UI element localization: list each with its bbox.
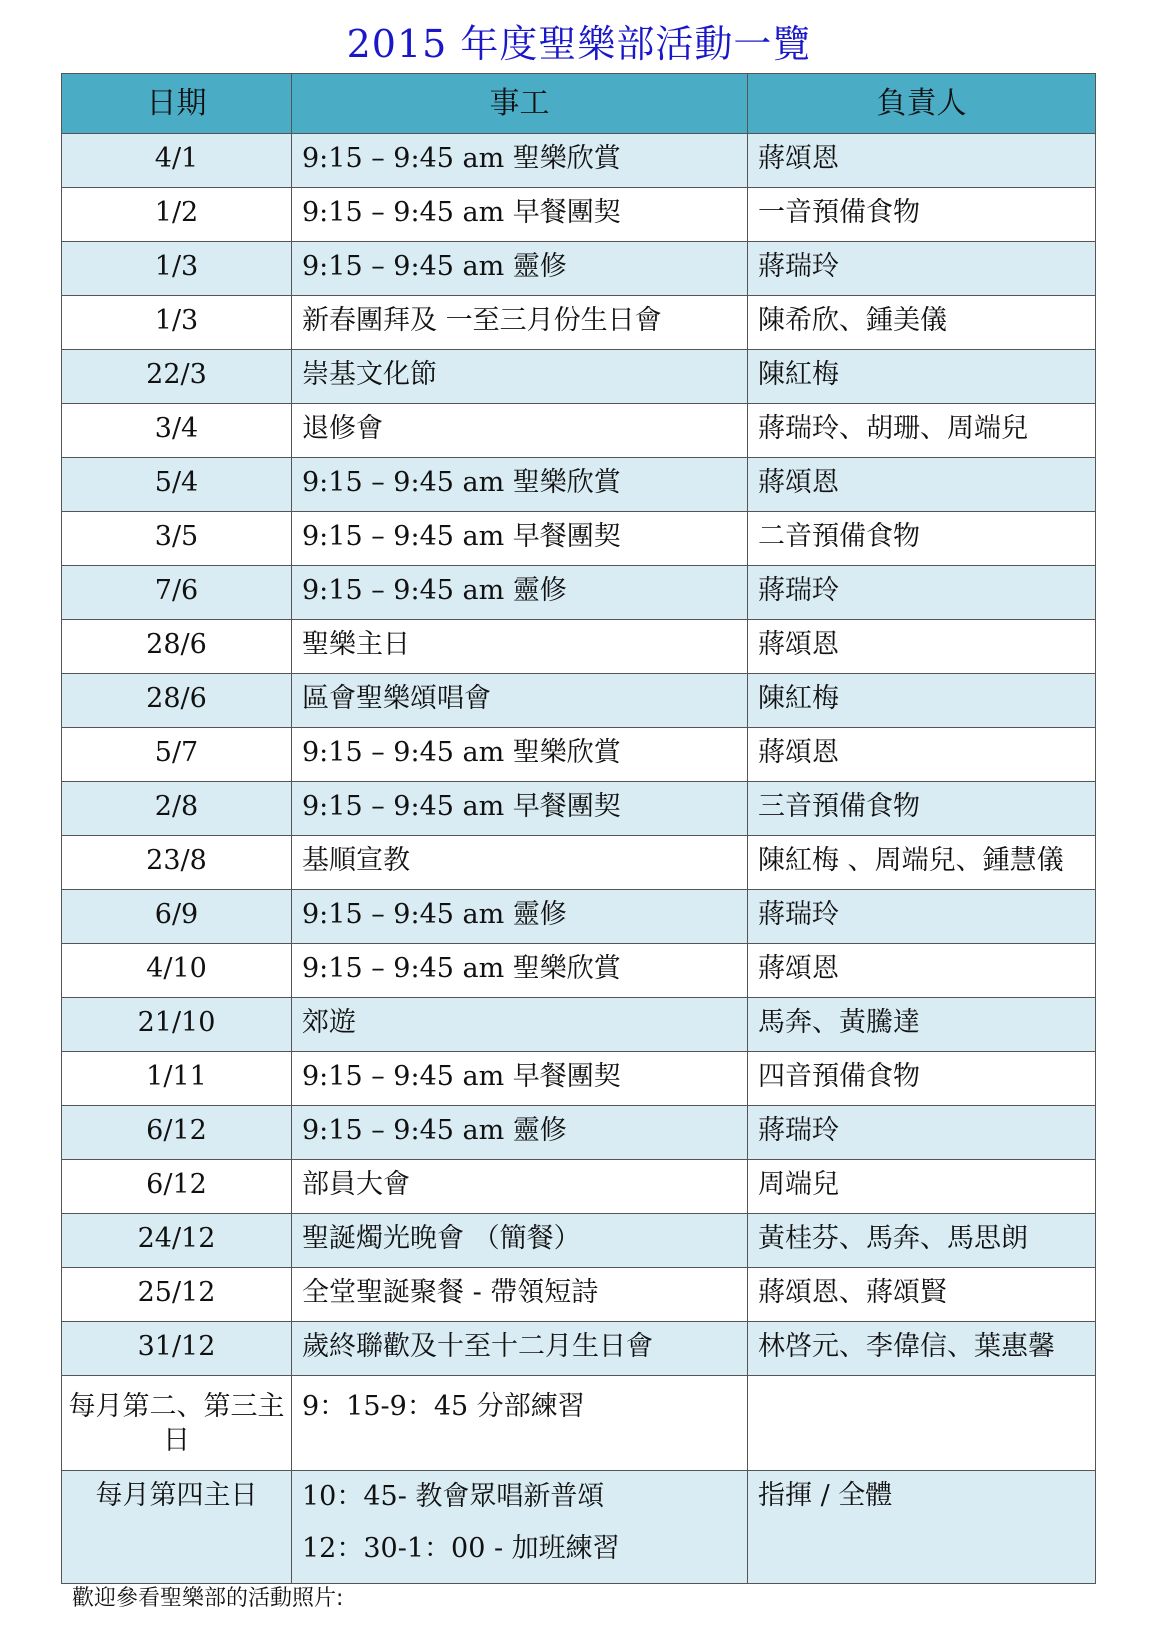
cell-owner: 陳紅梅 bbox=[748, 674, 1096, 728]
cell-task: 9:15 – 9:45 am 早餐團契 bbox=[292, 782, 748, 836]
table-row-recurring bbox=[62, 1376, 1096, 1471]
cell-owner: 二音預備食物 bbox=[748, 512, 1096, 566]
cell-owner: 陳紅梅 、周端兒、鍾慧儀 bbox=[748, 836, 1096, 890]
table-row bbox=[62, 782, 1096, 836]
table-row bbox=[62, 1268, 1096, 1322]
cell-date: 1/2 bbox=[62, 188, 292, 242]
cell-owner: 蔣瑞玲 bbox=[748, 242, 1096, 296]
cell-task: 9:15 – 9:45 am 聖樂欣賞 bbox=[292, 944, 748, 998]
cell-task: 9:15 – 9:45 am 聖樂欣賞 bbox=[292, 458, 748, 512]
cell-task: 聖誕燭光晚會 （簡餐） bbox=[292, 1214, 748, 1268]
table-row bbox=[62, 728, 1096, 782]
cell-owner: 蔣頌恩、蔣頌賢 bbox=[748, 1268, 1096, 1322]
cell-date: 22/3 bbox=[62, 350, 292, 404]
cell-owner: 黃桂芬、馬奔、馬思朗 bbox=[748, 1214, 1096, 1268]
cell-date: 5/7 bbox=[62, 728, 292, 782]
cell-date: 23/8 bbox=[62, 836, 292, 890]
cell-owner: 陳希欣、鍾美儀 bbox=[748, 296, 1096, 350]
table-row bbox=[62, 998, 1096, 1052]
cell-task: 9:15 – 9:45 am 聖樂欣賞 bbox=[292, 728, 748, 782]
table-row bbox=[62, 512, 1096, 566]
table-row bbox=[62, 944, 1096, 998]
cell-date: 2/8 bbox=[62, 782, 292, 836]
table-body bbox=[62, 134, 1096, 1584]
table-row bbox=[62, 242, 1096, 296]
cell-owner: 蔣瑞玲 bbox=[748, 1106, 1096, 1160]
cell-owner: 蔣頌恩 bbox=[748, 458, 1096, 512]
table-row-recurring bbox=[62, 1471, 1096, 1584]
cell-task: 全堂聖誕聚餐 - 帶領短詩 bbox=[292, 1268, 748, 1322]
cell-date: 5/4 bbox=[62, 458, 292, 512]
cell-owner: 蔣瑞玲 bbox=[748, 566, 1096, 620]
cell-date: 6/12 bbox=[62, 1160, 292, 1214]
cell-task: 9:15 – 9:45 am 早餐團契 bbox=[292, 512, 748, 566]
page-title: 2015 年度聖樂部活動一覽 bbox=[346, 22, 812, 66]
table-row bbox=[62, 188, 1096, 242]
cell-task: 歲終聯歡及十至十二月生日會 bbox=[292, 1322, 748, 1376]
cell-date: 28/6 bbox=[62, 674, 292, 728]
cell-owner: 指揮 / 全體 bbox=[748, 1471, 1096, 1584]
cell-owner: 蔣瑞玲 bbox=[748, 890, 1096, 944]
cell-date: 1/11 bbox=[62, 1052, 292, 1106]
header-owner: 負責人 bbox=[748, 74, 1096, 134]
table-row bbox=[62, 1214, 1096, 1268]
cell-task: 9:15 – 9:45 am 靈修 bbox=[292, 1106, 748, 1160]
table-row bbox=[62, 620, 1096, 674]
cell-owner: 周端兒 bbox=[748, 1160, 1096, 1214]
cell-task bbox=[292, 1376, 748, 1471]
cell-date: 1/3 bbox=[62, 296, 292, 350]
cell-owner: 馬奔、黃騰達 bbox=[748, 998, 1096, 1052]
cell-owner: 陳紅梅 bbox=[748, 350, 1096, 404]
cell-owner: 林啓元、李偉信、葉惠馨 bbox=[748, 1322, 1096, 1376]
table-row bbox=[62, 1322, 1096, 1376]
cell-date: 1/3 bbox=[62, 242, 292, 296]
table-row bbox=[62, 404, 1096, 458]
cell-owner: 一音預備食物 bbox=[748, 188, 1096, 242]
cell-task: 9:15 – 9:45 am 靈修 bbox=[292, 890, 748, 944]
task-line: 10：45- 教會眾唱新普頌 bbox=[302, 1481, 605, 1512]
table-row bbox=[62, 1106, 1096, 1160]
cell-owner: 蔣頌恩 bbox=[748, 944, 1096, 998]
cell-date: 6/12 bbox=[62, 1106, 292, 1160]
cell-date: 3/4 bbox=[62, 404, 292, 458]
cell-owner: 蔣頌恩 bbox=[748, 728, 1096, 782]
cell-date: 3/5 bbox=[62, 512, 292, 566]
cell-owner: 蔣頌恩 bbox=[748, 134, 1096, 188]
table-header-row bbox=[62, 74, 1096, 134]
table-row bbox=[62, 890, 1096, 944]
cell-date: 31/12 bbox=[62, 1322, 292, 1376]
cell-date: 6/9 bbox=[62, 890, 292, 944]
header-task: 事工 bbox=[292, 74, 748, 134]
task-line: 12：30-1：00 - 加班練習 bbox=[302, 1533, 620, 1564]
cell-owner: 蔣瑞玲、胡珊、周端兒 bbox=[748, 404, 1096, 458]
table-row bbox=[62, 566, 1096, 620]
task-line: 9：15-9：45 分部練習 bbox=[302, 1391, 585, 1422]
activity-table bbox=[61, 73, 1096, 1584]
cell-task: 9:15 – 9:45 am 靈修 bbox=[292, 242, 748, 296]
table-row bbox=[62, 350, 1096, 404]
cell-date: 4/10 bbox=[62, 944, 292, 998]
table-row bbox=[62, 458, 1096, 512]
header-date: 日期 bbox=[62, 74, 292, 134]
cell-task: 區會聖樂頌唱會 bbox=[292, 674, 748, 728]
cell-date: 7/6 bbox=[62, 566, 292, 620]
cell-date: 28/6 bbox=[62, 620, 292, 674]
table-row bbox=[62, 296, 1096, 350]
cell-task bbox=[292, 1471, 748, 1584]
table-row bbox=[62, 1052, 1096, 1106]
cell-owner bbox=[748, 1376, 1096, 1471]
footer-note: 歡迎參看聖樂部的活動照片: bbox=[72, 1586, 344, 1611]
cell-task: 聖樂主日 bbox=[292, 620, 748, 674]
table-row bbox=[62, 674, 1096, 728]
table-row bbox=[62, 1160, 1096, 1214]
cell-date: 24/12 bbox=[62, 1214, 292, 1268]
cell-task: 郊遊 bbox=[292, 998, 748, 1052]
cell-owner: 三音預備食物 bbox=[748, 782, 1096, 836]
cell-owner: 四音預備食物 bbox=[748, 1052, 1096, 1106]
cell-owner: 蔣頌恩 bbox=[748, 620, 1096, 674]
cell-task: 退修會 bbox=[292, 404, 748, 458]
cell-task: 基順宣教 bbox=[292, 836, 748, 890]
cell-date: 25/12 bbox=[62, 1268, 292, 1322]
table-row bbox=[62, 836, 1096, 890]
cell-task: 9:15 – 9:45 am 早餐團契 bbox=[292, 1052, 748, 1106]
cell-date: 4/1 bbox=[62, 134, 292, 188]
cell-date: 每月第四主日 bbox=[62, 1471, 292, 1584]
cell-task: 崇基文化節 bbox=[292, 350, 748, 404]
cell-task: 部員大會 bbox=[292, 1160, 748, 1214]
cell-task: 9:15 – 9:45 am 靈修 bbox=[292, 566, 748, 620]
cell-task: 新春團拜及 一至三月份生日會 bbox=[292, 296, 748, 350]
cell-task: 9:15 – 9:45 am 聖樂欣賞 bbox=[292, 134, 748, 188]
table-row bbox=[62, 134, 1096, 188]
cell-task: 9:15 – 9:45 am 早餐團契 bbox=[292, 188, 748, 242]
cell-date: 21/10 bbox=[62, 998, 292, 1052]
cell-date: 每月第二、第三主日 bbox=[62, 1376, 292, 1471]
